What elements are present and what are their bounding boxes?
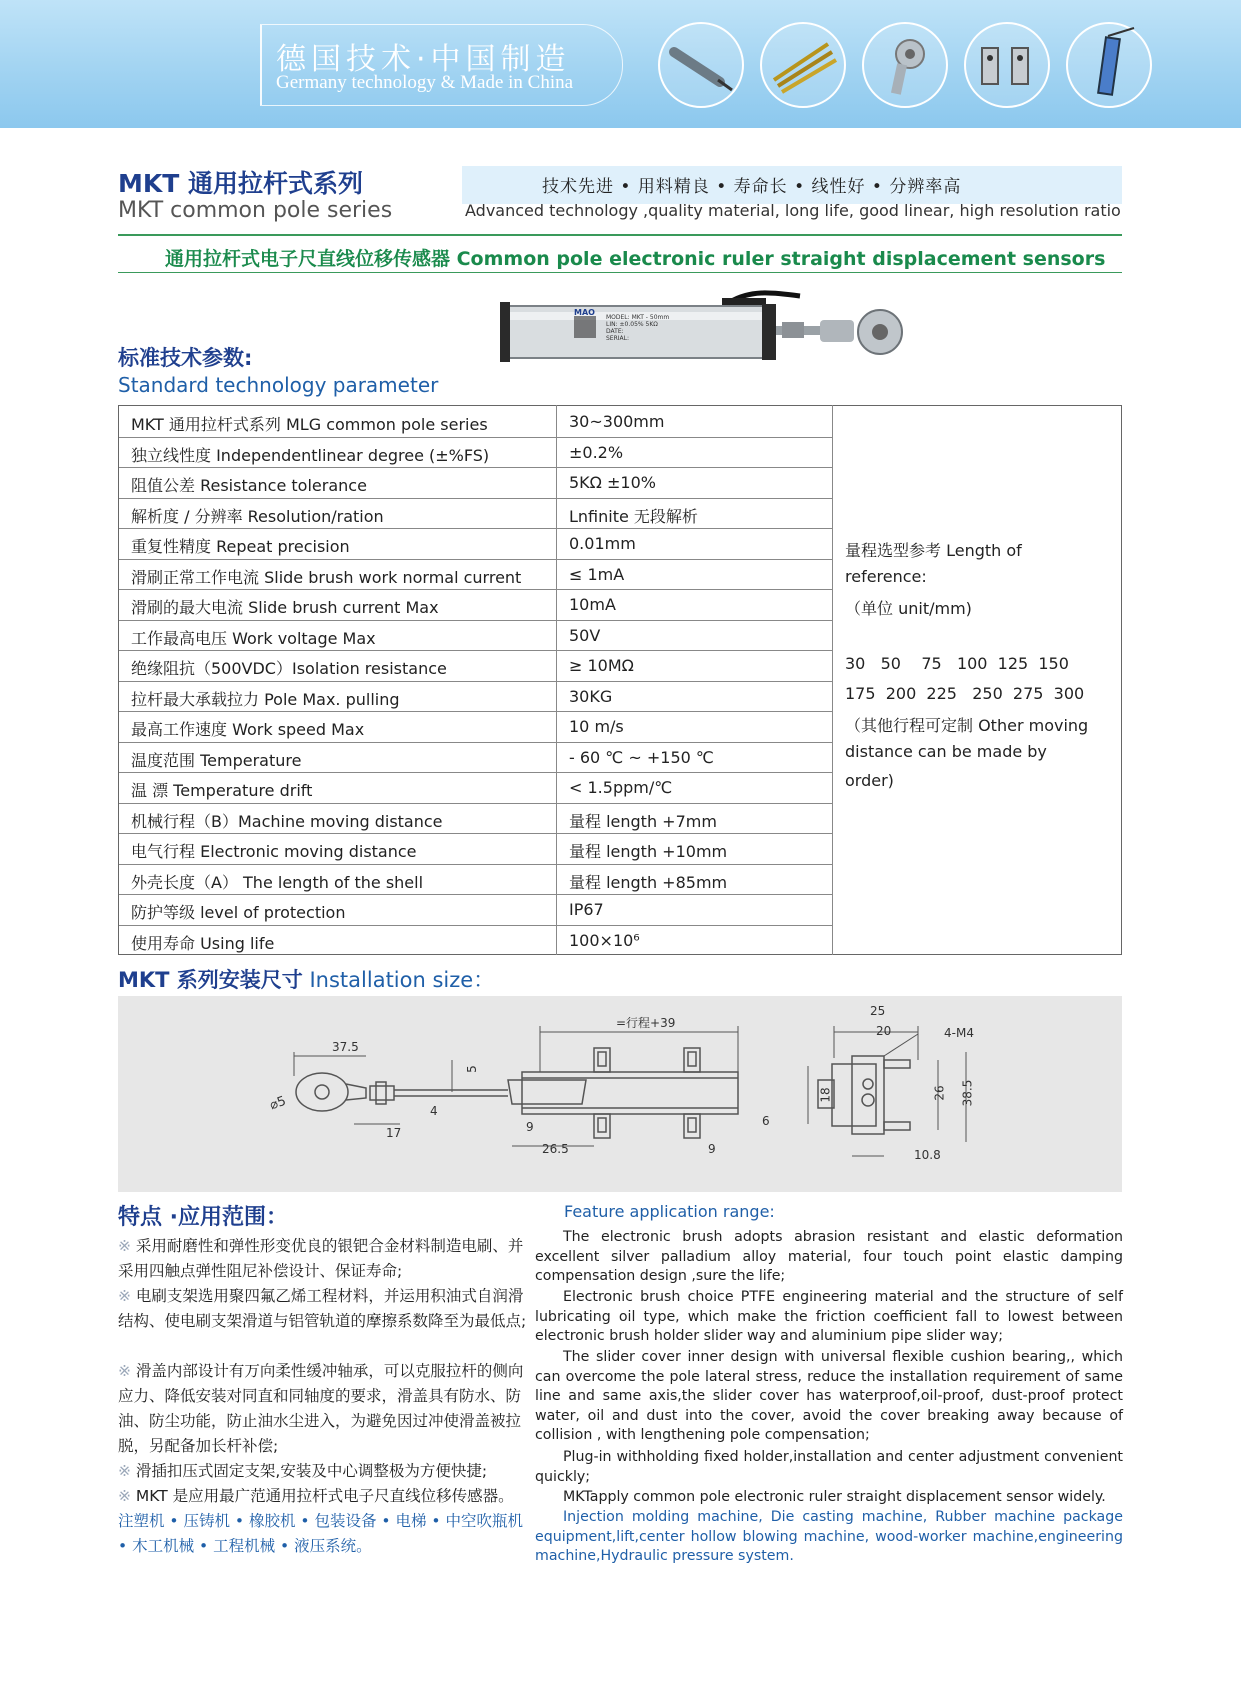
- dim-9a: 9: [526, 1120, 534, 1134]
- param-value: ±0.2%: [569, 442, 624, 462]
- dim-5: 5: [464, 1065, 479, 1073]
- dim-4: 4: [430, 1104, 438, 1118]
- mounting-clamps-icon: [964, 22, 1050, 108]
- table-row: [119, 772, 833, 804]
- std-heading-cn: 标准技术参数:: [118, 346, 253, 370]
- feature-cn-text: MKT 是应用最广范通用拉杆式电子尺直线位移传感器。: [135, 1487, 514, 1505]
- feature-en-text: The slider cover inner design with universal flexible cushion bearing,, which can overcome the pole lateral stress, reduce the installation requirement of same line and same axis,the slider cover has waterproof,oil-proof, dust-proof protect water, oil and dust into the cover, avoid the cover breaking away because of collision , with lengthening pole compensation;: [535, 1349, 1123, 1444]
- param-name: 使用寿命 Using life: [131, 933, 275, 953]
- reference-values: 30 50 75 100 125 150: [845, 654, 1069, 673]
- param-name: 工作最高电压 Work voltage Max: [131, 628, 376, 648]
- dim-phi5: ⌀5: [267, 1093, 289, 1114]
- feature-en-text: Electronic brush choice PTFE engineering material and the structure of self lubricating oil type, which make the friction coefficient fall to lowest between electronic brush holder slider way and aluminium pipe slider way;: [535, 1289, 1123, 1345]
- table-row: [119, 650, 833, 682]
- dim-9b: 9: [708, 1142, 716, 1156]
- dim-26-5: 26.5: [542, 1142, 569, 1156]
- param-name: 独立线性度 Independentlinear degree (±%FS): [131, 445, 490, 465]
- feature-cn-applications: 注塑机 • 压铸机 • 橡胶机 • 包装设备 • 电梯 • 中空吹瓶机 • 木工机械 • 工程机械 • 液压系统。: [118, 1512, 523, 1555]
- product-label-line: DATE:: [606, 328, 624, 335]
- table-row: [119, 833, 833, 865]
- param-value: ≤ 1mA: [569, 564, 625, 584]
- param-value: ≥ 10MΩ: [569, 656, 634, 675]
- reference-unit: （单位 unit/mm): [845, 599, 972, 618]
- table-row: [119, 925, 833, 956]
- table-row: [119, 803, 833, 835]
- rod-end-bearing-icon: [862, 22, 948, 108]
- feature-en-text: The electronic brush adopts abrasion resistant and elastic deformation excellent silver palladium alloy material, four touch point elastic damping compensation design ,sure the life;: [535, 1229, 1123, 1285]
- param-name: 温度范围 Temperature: [131, 750, 302, 770]
- banner-title-en: Germany technology & Made in China: [276, 72, 574, 93]
- param-value: Lnfinite 无段解析: [569, 506, 698, 526]
- install-heading-en: Installation size：: [302, 968, 495, 992]
- page-title-cn: MKT 通用拉杆式系列: [118, 169, 364, 198]
- param-name: 绝缘阻抗（500VDC）Isolation resistance: [131, 659, 447, 678]
- divider: [118, 272, 1122, 273]
- param-value: 0.01mm: [569, 534, 636, 553]
- feature-cn-item: ※ 采用耐磨性和弹性形变优良的银钯合金材料制造电刷、并采用四触点弹性阻尼补偿设计、保证寿命;: [118, 1237, 524, 1280]
- table-row: [119, 437, 833, 469]
- table-row: [119, 711, 833, 743]
- feature-en-text: Plug-in withholding fixed holder,installation and center adjustment convenient quickly;: [535, 1449, 1123, 1485]
- param-name: 电气行程 Electronic moving distance: [131, 842, 417, 861]
- param-name: 外壳长度（A） The length of the shell: [131, 872, 424, 892]
- table-divider: [832, 405, 833, 955]
- param-name: 防护等级 level of protection: [131, 903, 346, 922]
- std-heading-en: Standard technology parameter: [118, 373, 439, 397]
- reference-note: distance can be made by: [845, 742, 1047, 761]
- feature-cn-item: ※ MKT 是应用最广范通用拉杆式电子尺直线位移传感器。: [118, 1487, 514, 1505]
- dim-stroke: =行程+39: [616, 1016, 676, 1030]
- param-name: 解析度 / 分辨率 Resolution/ration: [131, 506, 384, 526]
- param-value: 量程 length +10mm: [569, 842, 728, 861]
- reference-title-2: reference:: [845, 567, 927, 586]
- page-title-en: MKT common pole series: [118, 198, 393, 223]
- table-row: [119, 620, 833, 652]
- param-name: 滑刷的最大电流 Slide brush current Max: [131, 598, 439, 617]
- features-heading-en: Feature application range:: [564, 1202, 775, 1221]
- param-value: - 60 ℃ ~ +150 ℃: [569, 747, 714, 767]
- sensor-probe-icon: [658, 22, 744, 108]
- feature-cn-text: 电刷支架选用聚四氟乙烯工程材料，并运用积油式自润滑结构、使电刷支架滑道与铝管轨道的摩擦系数降至为最低点;: [118, 1287, 527, 1330]
- param-value: IP67: [569, 900, 604, 919]
- product-label-line: MODEL: MKT - 50mm: [606, 314, 670, 321]
- divider: [118, 234, 1122, 236]
- feature-cn-text: 滑盖内部设计有万向柔性缓冲轴承，可以克服拉杆的侧向应力、降低安装对同直和同轴度的要求，滑盖具有防水、防油、防尘功能，防止油水尘进入，为避免因过冲使滑盖被拉脱，另配备加长杆补偿;: [118, 1362, 524, 1455]
- param-value: 50V: [569, 625, 601, 645]
- slogan-cn: 技术先进 • 用料精良 • 寿命长 • 线性好 • 分辨率高: [542, 177, 962, 197]
- install-heading: [118, 964, 494, 994]
- features-heading-cn: 特点 ·应用范围：: [118, 1205, 289, 1230]
- spec-table: [118, 405, 1122, 955]
- feature-cn-text: 滑插扣压式固定支架,安装及中心调整极为方便快捷;: [135, 1462, 488, 1480]
- rods-icon: [760, 22, 846, 108]
- product-photo: [500, 288, 910, 388]
- param-value: 10mA: [569, 595, 616, 614]
- product-label: [606, 314, 669, 342]
- param-name: 阻值公差 Resistance tolerance: [131, 476, 367, 495]
- param-name: 机械行程（B）Machine moving distance: [131, 811, 443, 831]
- table-row: [119, 528, 833, 560]
- slogan-en: Advanced technology ,quality material, long life, good linear, high resolution ratio: [465, 201, 1121, 220]
- feature-en-text: MKTapply common pole electronic ruler straight displacement sensor widely.: [563, 1489, 1106, 1505]
- dim-25: 25: [870, 1004, 886, 1018]
- param-value: 量程 length +85mm: [569, 872, 728, 892]
- reference-note: （其他行程可定制 Other moving: [845, 716, 1089, 735]
- table-row: [119, 864, 833, 896]
- reference-title: 量程选型参考 Length of: [845, 541, 1022, 560]
- param-value: < 1.5ppm/℃: [569, 778, 673, 797]
- param-value: 30~300mm: [569, 412, 665, 431]
- dim-26: 26: [932, 1085, 947, 1101]
- feature-cn-item: ※ 滑插扣压式固定支架,安装及中心调整极为方便快捷;: [118, 1462, 488, 1480]
- table-row: [119, 559, 833, 591]
- section-subtitle: 通用拉杆式电子尺直线位移传感器 Common pole electronic ruler straight displacement sensors: [165, 248, 1106, 270]
- banner-title-cn: 德国技术·中国制造: [276, 42, 571, 77]
- install-drawing: [118, 996, 1122, 1192]
- feature-cn-item: ※ 电刷支架选用聚四氟乙烯工程材料，并运用积油式自润滑结构、使电刷支架滑道与铝管轨道的摩擦系数降至为最低点;: [118, 1287, 527, 1330]
- dim-4-m4: 4-M4: [944, 1026, 974, 1040]
- dim-18: 18: [818, 1087, 833, 1103]
- table-row: [119, 406, 833, 438]
- param-value: 5KΩ ±10%: [569, 473, 656, 492]
- param-name: 拉杆最大承载拉力 Pole Max. pulling: [131, 689, 400, 709]
- table-row: [119, 467, 833, 499]
- dim-37-5: 37.5: [332, 1040, 359, 1054]
- table-row: [119, 742, 833, 774]
- table-row: [119, 498, 833, 530]
- install-heading-cn: MKT 系列安装尺寸: [118, 968, 303, 992]
- param-name: 滑刷正常工作电流 Slide brush work normal current: [131, 567, 522, 587]
- table-row: [119, 681, 833, 713]
- product-label-line: LIN: ±0.05% 5KΩ: [606, 321, 658, 328]
- param-name: 最高工作速度 Work speed Max: [131, 720, 365, 739]
- dim-38-5: 38.5: [960, 1079, 975, 1107]
- table-row: [119, 894, 833, 926]
- dim-10-8: 10.8: [914, 1148, 941, 1162]
- table-row: [119, 589, 833, 621]
- param-value: 100×10⁶: [569, 930, 640, 950]
- dim-6: 6: [762, 1114, 770, 1128]
- param-value: 30KG: [569, 686, 613, 706]
- feature-cn-text: 采用耐磨性和弹性形变优良的银钯合金材料制造电刷、并采用四触点弹性阻尼补偿设计、保证寿命;: [118, 1237, 524, 1280]
- param-name: 温 漂 Temperature drift: [131, 781, 313, 800]
- feature-en-applications: Injection molding machine, Die casting machine, Rubber machine package equipment,lift,center hollow blowing machine, wood-worker machine,engineering machine,Hydraulic pressure system.: [535, 1509, 1123, 1565]
- param-name: 重复性精度 Repeat precision: [131, 537, 350, 556]
- product-brand: MAO: [574, 308, 595, 317]
- reference-note: order): [845, 771, 894, 790]
- param-name: MKT 通用拉杆式系列 MLG common pole series: [131, 415, 488, 434]
- linear-sensor-icon: [1066, 22, 1152, 108]
- dim-20: 20: [876, 1024, 892, 1038]
- product-label-line: SERIAL:: [606, 335, 630, 342]
- param-value: 量程 length +7mm: [569, 811, 717, 831]
- reference-values: 175 200 225 250 275 300: [845, 684, 1085, 703]
- param-value: 10 m/s: [569, 717, 624, 736]
- table-divider: [556, 405, 557, 955]
- feature-cn-item: ※ 滑盖内部设计有万向柔性缓冲轴承，可以克服拉杆的侧向应力、降低安装对同直和同轴度的要求，滑盖具有防水、防油、防尘功能，防止油水尘进入，为避免因过冲使滑盖被拉脱，另配备加长杆补偿;: [118, 1362, 524, 1455]
- dim-17: 17: [386, 1126, 402, 1140]
